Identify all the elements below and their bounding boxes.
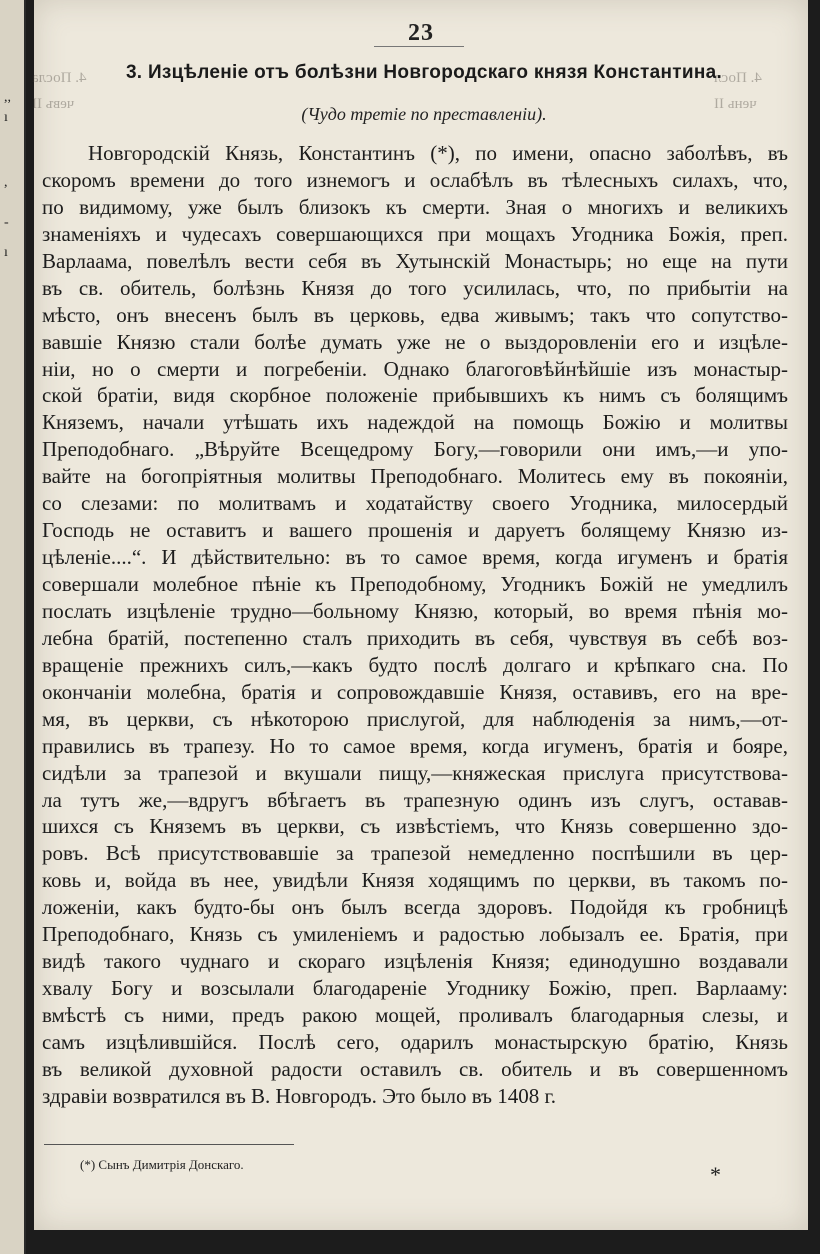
body-line: видѣ такого чуднаго и скораго изцѣленія Князя; единодушно воздавали [42,949,788,974]
body-line: ковь и, войда въ нее, увидѣли Князя ходящимъ по церкви, въ такомъ по- [42,868,788,893]
body-line: правились въ трапезу. Но то самое время, когда игуменъ, братія и бояре, [42,733,788,758]
body-line: Новгородскій Князь, Константинъ (*), по имени, опасно заболѣвъ, въ [88,141,788,165]
adjacent-page-edge [0,0,26,1254]
body-line: мя, въ церкви, съ нѣкоторою прислугой, для наблюденія за нимъ,—от- [42,706,788,731]
body-line: вайте на богопріятныя молитвы Преподобнаго. Молитесь ему въ покояніи, [42,464,788,489]
body-line: Княземъ, начали утѣшать ихъ надеждой на помощь Божію и молитвы [42,410,788,435]
body-line: ніи, но о смерти и погребеніи. Однако благоговѣйнѣйшіе изъ монастыр- [42,356,788,381]
body-line: Преподобнаго, Князь съ умиленіемъ и радостью лобызалъ ее. Братія, при [42,922,788,947]
body-line: шихся съ Княземъ въ церкви, съ извѣстіемъ, что Князь совершенно здо- [42,814,788,839]
edge-mark: ı [4,245,8,260]
body-text [42,140,788,1110]
body-line: въ великой духовной радости оставилъ св. обитель и въ совершенномъ [42,1056,788,1081]
page-number-underline [374,46,464,47]
bleed-through-text: чевъ II [32,96,75,112]
body-line: со слезами: по молитвамъ и ходатайству своего Угодника, милосердый [42,491,788,516]
edge-mark: ,, [4,90,11,105]
bottom-asterisk: * [710,1162,721,1187]
body-line: въ св. обитель, болѣзнь Князя до того усилилась, что, по прибытіи на [42,275,788,300]
body-line: скоромъ времени до того изнемогъ и ослабѣлъ въ тѣлесныхъ силахъ, что, [42,167,788,192]
body-line: ложеніи, какъ будто-бы онъ былъ всегда здоровъ. Подойдя къ гробницѣ [42,895,788,920]
edge-mark: ı [4,110,8,125]
bleed-through-text: 4. Посла [32,70,87,86]
edge-mark: - [4,215,9,230]
body-line: послать изцѣленіе трудно—больному Князю, который, во время пѣнія мо- [42,598,788,623]
body-line: лебна братій, постепенно сталъ приходить въ себя, чувствуя въ себѣ воз- [42,625,788,650]
body-line: здравіи возвратился въ В. Новгородъ. Это было въ 1408 г. [42,1083,556,1108]
body-line: окончаніи молебна, братія и сопровождавшіе Князя, оставивъ, его на вре- [42,679,788,704]
body-line: сидѣли за трапезой и вкушали пищу,—княжеская прислуга присутствова- [42,760,788,785]
edge-mark: , [4,175,8,190]
body-line: ской братіи, видя скорбное положеніе прибывшихъ къ нимъ съ болящимъ [42,383,788,408]
body-line: Господь не оставитъ и вашего прошенія и даруетъ болящему Князю из- [42,518,788,543]
section-subtitle: (Чудо третіе по преставленіи). [301,104,547,124]
section-title: 3. Изцѣленіе отъ болѣзни Новгородскаго князя Константина. [125,62,723,83]
body-line: по видимому, уже былъ близокъ къ смерти. Зная о многихъ и великихъ [42,194,788,219]
body-line: самъ изцѣлившійся. Послѣ сего, одарилъ монастырскую братію, Князь [42,1029,788,1054]
body-line: вращеніе прежнихъ силъ,—какъ будто послѣ долгаго и крѣпкаго сна. По [42,652,788,677]
body-line: знаменіяхъ и чудесахъ совершающихся при мощахъ Угодника Божія, преп. [42,221,788,246]
body-line: хвалу Богу и возсылали благодареніе Угоднику Божію, преп. Варлааму: [42,976,788,1001]
body-line: ровъ. Всѣ присутствовавшіе за трапезой немедленно поспѣшили въ цер- [42,841,788,866]
body-line: вмѣстѣ съ ними, предъ ракою мощей, проливалъ благодарныя слезы, и [42,1003,788,1027]
body-line: мѣсто, онъ внесенъ былъ въ церковь, едва живымъ; такъ что сопутство- [42,302,788,327]
footnote: (*) Сынъ Димитрія Донскаго. [80,1157,244,1172]
body-line: Варлаама, повелѣлъ вести себя въ Хутынскій Монастырь; но еще на пути [42,248,788,273]
page-number: 23 [408,20,434,46]
bleed-through-text: чень II [714,96,757,112]
body-line: Преподобнаго. „Вѣруйте Всещедрому Богу,—говорили они имъ,—и упо- [42,437,788,462]
bleed-through-text: 4. Посл [714,70,762,86]
body-line: ла тутъ же,—вдругъ вбѣгаетъ въ трапезную одинъ изъ слугъ, оставав- [42,787,788,812]
book-page [34,0,808,1230]
body-line: совершали молебное пѣніе къ Преподобному, Угодникъ Божій не умедлилъ [42,572,788,596]
body-line: вавшіе Князю стали болѣе думать уже не о выздоровленіи его и изцѣле- [42,329,788,354]
footnote-rule [44,1144,294,1145]
body-line: цѣленіе....“. И дѣйствительно: въ то самое время, когда игуменъ и братія [42,545,788,570]
